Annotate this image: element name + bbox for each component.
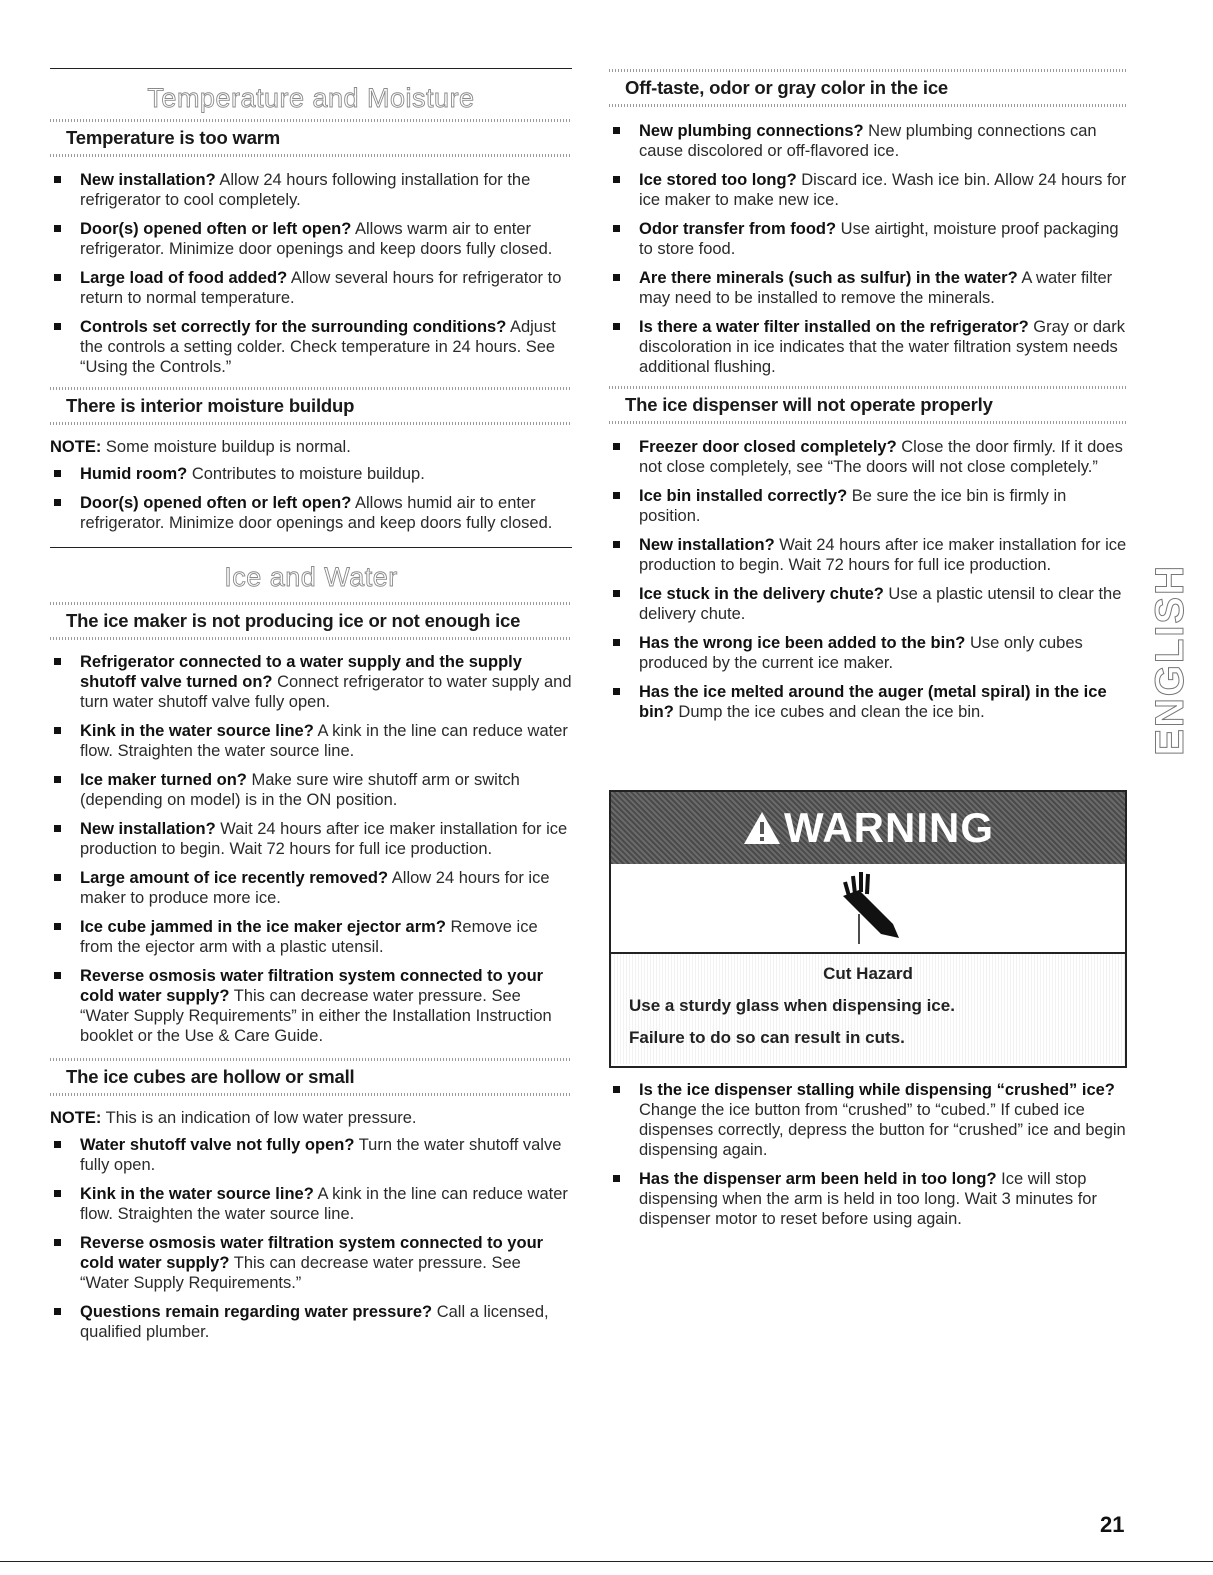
list-item (50, 1302, 572, 1342)
list-item (50, 1233, 572, 1293)
list-item (50, 170, 572, 210)
warning-text-area (611, 954, 1125, 1064)
list-item (50, 868, 572, 908)
list-item (50, 1184, 572, 1224)
item-question: Door(s) opened often or left open? (80, 220, 352, 238)
offtaste-list (609, 121, 1127, 377)
bullet-icon (54, 274, 61, 281)
item-question: Refrigerator connected to a water supply and the supply shutoff valve turned on? (80, 653, 522, 691)
divider (609, 104, 1127, 107)
bullet-icon (54, 470, 61, 477)
item-question: Reverse osmosis water filtration system connected to your cold water supply? (80, 1234, 544, 1272)
list-item (609, 1169, 1127, 1229)
list-item (50, 770, 572, 810)
item-answer: Adjust the controls a setting colder. Check temperature in 24 hours. See “Using the Controls.” (80, 318, 556, 376)
right-column (609, 0, 1127, 731)
list-item (609, 121, 1127, 161)
item-question: Ice cube jammed in the ice maker ejector arm? (80, 918, 446, 936)
list-item (50, 268, 572, 308)
dispenser-list-continued (609, 1080, 1127, 1238)
page-number: 21 (1100, 1512, 1125, 1537)
bullet-icon (613, 176, 620, 183)
item-answer: Make sure wire shutoff arm or switch (depending on model) is in the ON position. (80, 771, 520, 809)
bullet-icon (54, 176, 61, 183)
list-item (609, 633, 1127, 673)
list-item (50, 652, 572, 712)
list-item (50, 966, 572, 1046)
note-label: NOTE: (50, 1109, 102, 1127)
bullet-icon (54, 923, 61, 930)
bullet-icon (54, 776, 61, 783)
hollow-note (50, 1108, 572, 1128)
item-answer: Allow several hours for refrigerator to return to normal temperature. (80, 269, 562, 307)
list-item (609, 219, 1127, 259)
subheading-hollow: The ice cubes are hollow or small (66, 1066, 355, 1087)
language-tab (1147, 564, 1192, 756)
item-question: Ice stuck in the delivery chute? (639, 585, 884, 603)
item-question: New installation? (80, 820, 216, 838)
item-question: Are there minerals (such as sulfur) in the water? (639, 269, 1018, 287)
item-question: Has the ice melted around the auger (metal spiral) in the ice bin? (639, 683, 1107, 721)
bullet-icon (54, 972, 61, 979)
item-question: New plumbing connections? (639, 122, 864, 140)
item-question: Water shutoff valve not fully open? (80, 1136, 355, 1154)
item-answer: Allow 24 hours for ice maker to produce more ice. (80, 869, 550, 907)
list-item (50, 917, 572, 957)
item-answer: Wait 24 hours after ice maker installation for ice production to begin. Wait 72 hours for full ice production. (80, 820, 568, 858)
bullet-icon (54, 727, 61, 734)
bullet-icon (613, 323, 620, 330)
bullet-icon (54, 658, 61, 665)
note-text: This is an indication of low water pressure. (101, 1109, 417, 1127)
subheading-temperature-warm: Temperature is too warm (66, 127, 281, 148)
item-answer: Change the ice button from “crushed” to “cubed.” If cubed ice dispenses correctly, depress the button for “crushed” ice and begin dispensing again. (639, 1101, 1126, 1159)
subheading-not-producing: The ice maker is not producing ice or not enough ice (66, 610, 521, 631)
divider (50, 1093, 572, 1096)
item-answer: Connect refrigerator to water supply and turn water shutoff valve fully open. (80, 673, 572, 711)
section-heading-ice-water: Ice and Water (224, 562, 398, 592)
section-heading-temperature: Temperature and Moisture (147, 83, 475, 113)
divider (50, 637, 572, 640)
item-answer: Use only cubes produced by the current ice maker. (639, 634, 1083, 672)
language-tab-text: ENGLISH (1147, 564, 1192, 756)
item-answer: Turn the water shutoff valve fully open. (80, 1136, 562, 1174)
bottom-rule (0, 1561, 1213, 1562)
warning-title (742, 804, 994, 852)
item-answer: A kink in the line can reduce water flow. Straighten the water source line. (80, 1185, 568, 1223)
item-question: Controls set correctly for the surrounding conditions? (80, 318, 507, 336)
subheading-moisture: There is interior moisture buildup (66, 395, 355, 416)
item-question: Large amount of ice recently removed? (80, 869, 389, 887)
note-text: Some moisture buildup is normal. (101, 438, 351, 456)
item-question: Odor transfer from food? (639, 220, 837, 238)
hollow-list (50, 1135, 572, 1342)
bullet-icon (54, 323, 61, 330)
list-item (609, 268, 1127, 308)
item-question: Questions remain regarding water pressure? (80, 1303, 433, 1321)
list-item (609, 584, 1127, 624)
list-item (609, 170, 1127, 210)
list-item (50, 721, 572, 761)
list-item (609, 682, 1127, 722)
item-answer: Allows warm air to enter refrigerator. Minimize door openings and keep doors fully closed. (80, 220, 553, 258)
item-question: Freezer door closed completely? (639, 438, 897, 456)
list-item (609, 437, 1127, 477)
bullet-icon (613, 1175, 620, 1182)
bullet-icon (613, 590, 620, 597)
item-answer: Contributes to moisture buildup. (187, 465, 425, 483)
item-question: Humid room? (80, 465, 188, 483)
bullet-icon (54, 1190, 61, 1197)
list-item (50, 493, 572, 533)
warning-band (611, 792, 1125, 864)
item-question: Door(s) opened often or left open? (80, 494, 352, 512)
list-item (50, 317, 572, 377)
item-answer: This can decrease water pressure. See “Water Supply Requirements.” (80, 1254, 521, 1292)
warning-pictogram (611, 864, 1125, 954)
bullet-icon (54, 499, 61, 506)
warning-hazard: Cut Hazard (823, 964, 913, 983)
list-item (50, 219, 572, 259)
warning-line-2: Failure to do so can result in cuts. (629, 1028, 905, 1047)
item-answer: Close the door firmly. If it does not close completely, see “The doors will not close completely.” (639, 438, 1123, 476)
bullet-icon (613, 492, 620, 499)
item-answer: Remove ice from the ejector arm with a plastic utensil. (80, 918, 538, 956)
bullet-icon (613, 1086, 620, 1093)
item-question: New installation? (639, 536, 775, 554)
bullet-icon (54, 1308, 61, 1315)
bullet-icon (613, 639, 620, 646)
item-question: New installation? (80, 171, 216, 189)
bullet-icon (54, 825, 61, 832)
warning-box (609, 790, 1127, 1068)
item-answer: Wait 24 hours after ice maker installation for ice production to begin. Wait 72 hours for full ice production. (639, 536, 1127, 574)
temperature-warm-list (50, 170, 572, 377)
item-answer: This can decrease water pressure. See “Water Supply Requirements” in either the Installation Instruction booklet or the Use & Care Guide. (80, 987, 552, 1045)
not-producing-list (50, 652, 572, 1046)
subheading-dispenser: The ice dispenser will not operate properly (625, 394, 993, 415)
list-item (50, 819, 572, 859)
item-question: Ice maker turned on? (80, 771, 247, 789)
item-answer: A water filter may need to be installed to remove the minerals. (639, 269, 1113, 307)
item-question: Is there a water filter installed on the refrigerator? (639, 318, 1029, 336)
bullet-icon (54, 1239, 61, 1246)
item-question: Kink in the water source line? (80, 722, 314, 740)
list-item (50, 1135, 572, 1175)
warning-title-text: WARNING (784, 804, 994, 851)
bullet-icon (613, 443, 620, 450)
note-label: NOTE: (50, 438, 102, 456)
bullet-icon (613, 127, 620, 134)
left-column (50, 0, 572, 1351)
item-answer: Dump the ice cubes and clean the ice bin. (673, 703, 985, 721)
bullet-icon (54, 1141, 61, 1148)
divider (50, 154, 572, 157)
cut-hazard-hand-icon (823, 868, 913, 948)
item-question: Ice stored too long? (639, 171, 797, 189)
bullet-icon (54, 874, 61, 881)
dispenser-after-list (609, 1080, 1127, 1229)
item-question: Ice bin installed correctly? (639, 487, 848, 505)
item-answer: A kink in the line can reduce water flow. Straighten the water source line. (80, 722, 568, 760)
warning-triangle-icon (742, 810, 782, 846)
moisture-list (50, 464, 572, 533)
item-question: Is the ice dispenser stalling while dispensing “crushed” ice? (639, 1081, 1115, 1099)
divider (50, 422, 572, 425)
list-item (609, 317, 1127, 377)
item-answer: Call a licensed, qualified plumber. (80, 1303, 549, 1341)
bullet-icon (613, 274, 620, 281)
bullet-icon (54, 225, 61, 232)
item-answer: Be sure the ice bin is firmly in position. (639, 487, 1067, 525)
bullet-icon (613, 688, 620, 695)
warning-line-1: Use a sturdy glass when dispensing ice. (629, 996, 955, 1015)
list-item (50, 464, 572, 484)
subheading-offtaste: Off-taste, odor or gray color in the ice (625, 77, 948, 98)
item-answer: Gray or dark discoloration in ice indicates that the water filtration system needs additional flushing. (639, 318, 1125, 376)
moisture-note (50, 437, 572, 457)
item-answer: Use airtight, moisture proof packaging to store food. (639, 220, 1119, 258)
item-question: Reverse osmosis water filtration system connected to your cold water supply? (80, 967, 544, 1005)
bullet-icon (613, 541, 620, 548)
list-item (609, 1080, 1127, 1160)
item-answer: Ice will stop dispensing when the arm is held in too long. Wait 3 minutes for dispenser motor to reset before using again. (639, 1170, 1097, 1228)
item-answer: Allow 24 hours following installation for the refrigerator to cool completely. (80, 171, 531, 209)
item-answer: Allows humid air to enter refrigerator. Minimize door openings and keep doors fully closed. (80, 494, 553, 532)
item-question: Large load of food added? (80, 269, 288, 287)
item-answer: New plumbing connections can cause discolored or off-flavored ice. (639, 122, 1097, 160)
dispenser-list (609, 437, 1127, 722)
item-answer: Discard ice. Wash ice bin. Allow 24 hours for ice maker to make new ice. (639, 171, 1127, 209)
item-question: Kink in the water source line? (80, 1185, 314, 1203)
bullet-icon (613, 225, 620, 232)
list-item (609, 535, 1127, 575)
item-question: Has the wrong ice been added to the bin? (639, 634, 966, 652)
divider (609, 421, 1127, 424)
list-item (609, 486, 1127, 526)
item-answer: Use a plastic utensil to clear the delivery chute. (639, 585, 1122, 623)
item-question: Has the dispenser arm been held in too long? (639, 1170, 997, 1188)
